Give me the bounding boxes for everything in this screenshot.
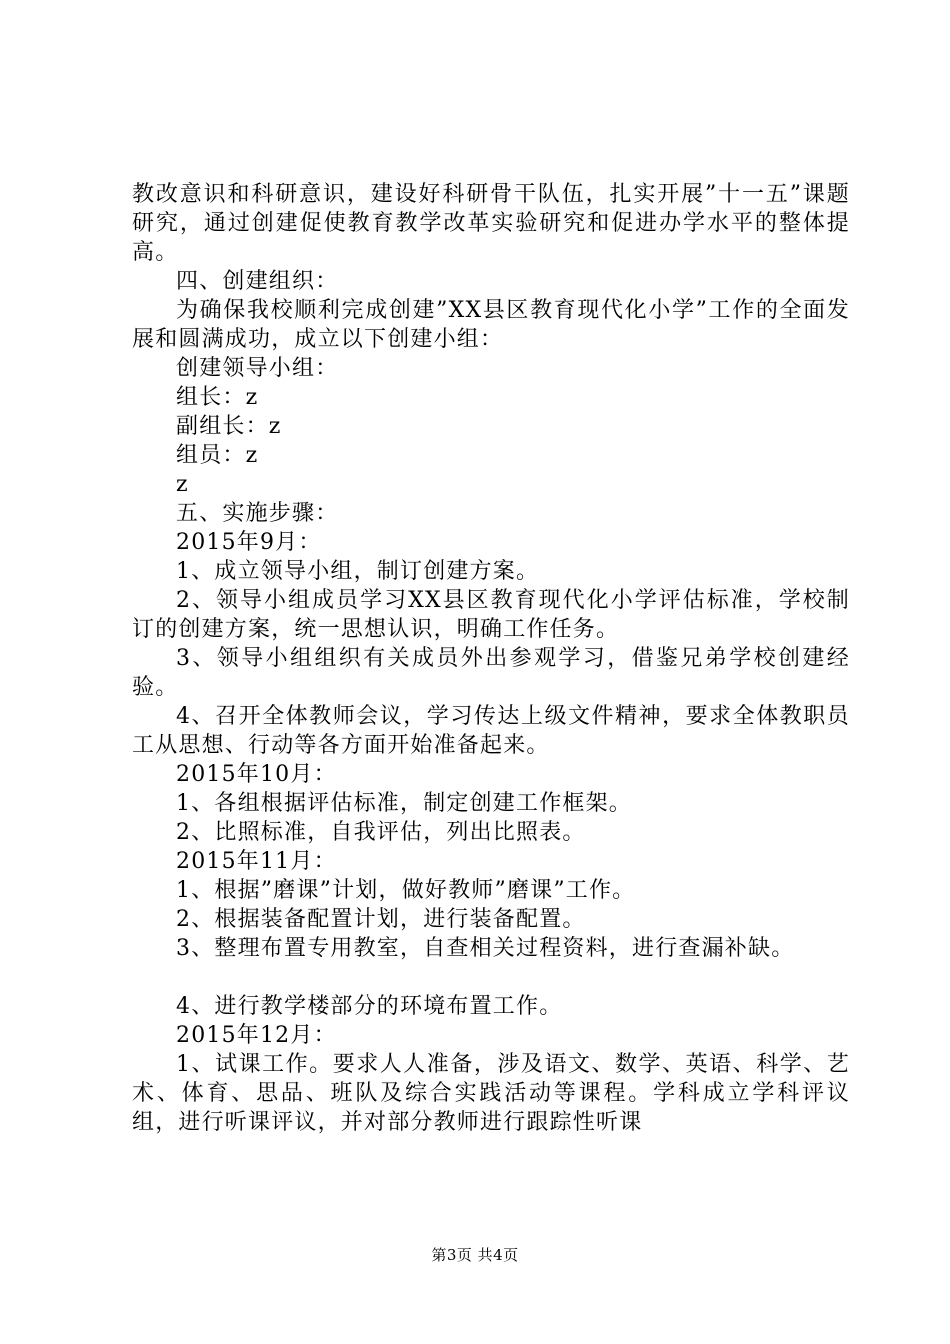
list-item: 4、召开全体教师会议，学习传达上级文件精神，要求全体教职员工从思想、行动等各方面开始准备起来。 bbox=[132, 704, 850, 758]
list-item: 3、领导小组组织有关成员外出参观学习，借鉴兄弟学校创建经验。 bbox=[132, 646, 850, 700]
paragraph: 教改意识和科研意识，建设好科研骨干队伍，扎实开展”十一五”课题研究，通过创建促使教育教学改革实验研究和促进办学水平的整体提高。 bbox=[132, 182, 850, 265]
paragraph: 副组长：z bbox=[176, 414, 282, 439]
paragraph: z bbox=[176, 472, 189, 497]
page-number-footer: 第3页 共4页 bbox=[431, 1246, 519, 1264]
list-item: 1、根据”磨课”计划，做好教师”磨课”工作。 bbox=[176, 878, 636, 903]
list-item: 1、各组根据评估标准，制定创建工作框架。 bbox=[176, 791, 632, 816]
list-item: 1、试课工作。要求人人准备，涉及语文、数学、英语、科学、艺术、体育、思品、班队及综合实践活动等课程。学科成立学科评议组，进行听课评议，并对部分教师进行跟踪性听课 bbox=[132, 1052, 850, 1135]
section-heading: 五、实施步骤： bbox=[176, 501, 339, 526]
paragraph: 组员：z bbox=[176, 443, 259, 468]
paragraph: 组长：z bbox=[176, 385, 259, 410]
list-item: 3、整理布置专用教室，自查相关过程资料，进行查漏补缺。 bbox=[176, 936, 795, 961]
list-item: 2、根据装备配置计划，进行装备配置。 bbox=[176, 907, 586, 932]
list-item: 2、比照标准，自我评估，列出比照表。 bbox=[176, 820, 586, 845]
date-heading: 2015年12月： bbox=[176, 1023, 337, 1048]
document-body bbox=[132, 180, 850, 1137]
list-item: 4、进行教学楼部分的环境布置工作。 bbox=[176, 994, 563, 1019]
date-heading: 2015年9月： bbox=[176, 530, 322, 555]
section-heading: 四、创建组织： bbox=[176, 269, 339, 294]
list-item: 2、领导小组成员学习XX县区教育现代化小学评估标准，学校制订的创建方案，统一思想认识，明确工作任务。 bbox=[132, 588, 850, 642]
paragraph: 创建领导小组： bbox=[176, 356, 339, 381]
date-heading: 2015年10月： bbox=[176, 762, 337, 787]
date-heading: 2015年11月： bbox=[176, 849, 337, 874]
list-item: 1、成立领导小组，制订创建方案。 bbox=[176, 559, 540, 584]
paragraph: 为确保我校顺利完成创建”XX县区教育现代化小学”工作的全面发展和圆满成功，成立以下创建小组： bbox=[132, 298, 850, 352]
